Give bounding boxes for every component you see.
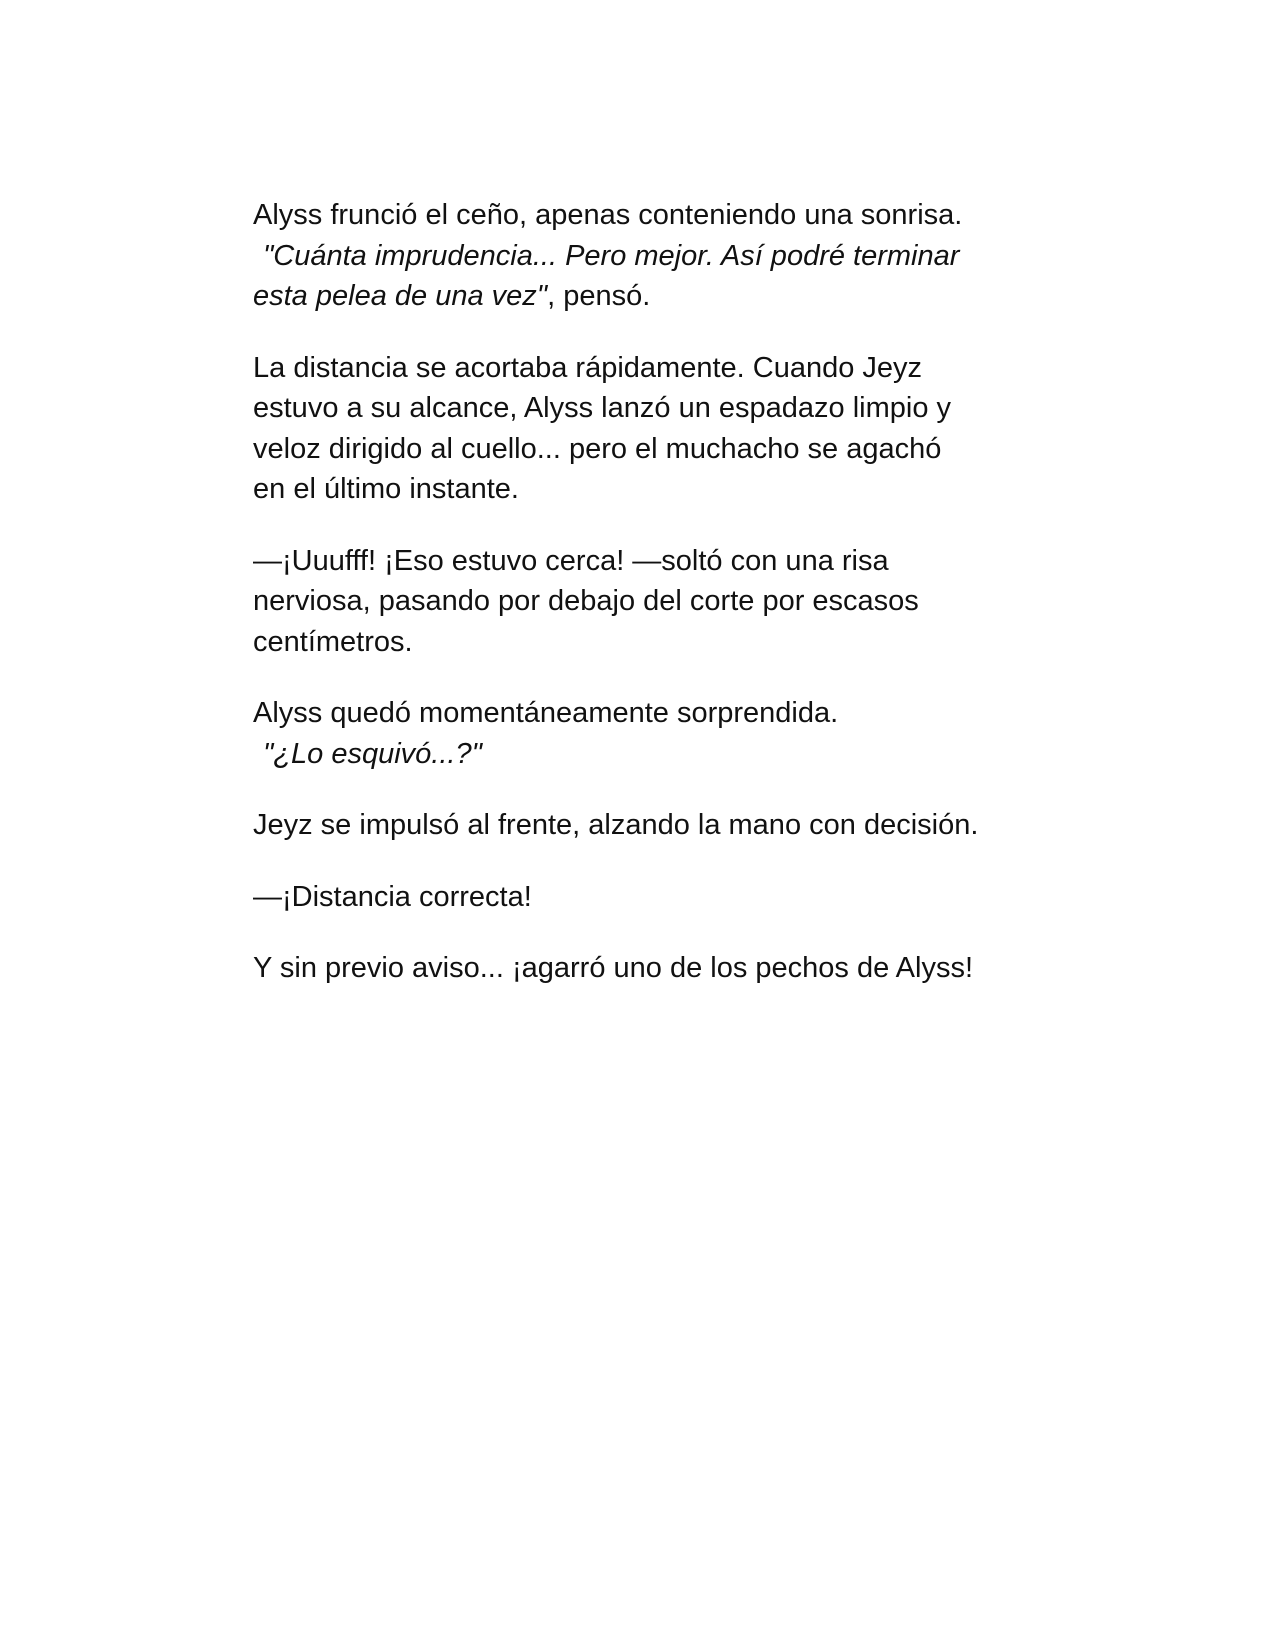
text-line: centímetros. — [253, 625, 413, 658]
text-line: nerviosa, pasando por debajo del corte por escasos — [253, 585, 919, 617]
paragraph — [253, 541, 1033, 663]
dialogue-line: —¡Distancia correcta! — [253, 880, 532, 913]
paragraph — [253, 348, 1033, 510]
text-line: La distancia se acortaba rápidamente. Cuando Jeyz — [253, 351, 923, 384]
thought-text: esta pelea de una vez" — [253, 280, 548, 312]
text-line — [253, 276, 1033, 317]
paragraph — [253, 195, 1033, 317]
text-line: veloz dirigido al cuello... pero el muchacho se agachó — [253, 432, 942, 465]
text-line: estuvo a su alcance, Alyss lanzó un espadazo limpio y — [253, 392, 952, 424]
paragraph — [253, 948, 1033, 989]
text-line: en el último instante. — [253, 473, 519, 505]
thought-line: "¿Lo esquivó...?" — [263, 737, 482, 770]
paragraph — [253, 877, 1033, 918]
narration-text: , pensó. — [547, 280, 651, 312]
text-line: Jeyz se impulsó al frente, alzando la mano con decisión. — [253, 809, 979, 841]
thought-line: "Cuánta imprudencia... Pero mejor. Así podré terminar — [263, 239, 960, 272]
paragraph — [253, 805, 1033, 846]
dialogue-line: —¡Uuufff! ¡Eso estuvo cerca! —soltó con una risa — [253, 544, 889, 577]
paragraph — [253, 693, 1033, 774]
text-line: Y sin previo aviso... ¡agarró uno de los pechos de Alyss! — [253, 952, 974, 984]
text-line: Alyss frunció el ceño, apenas conteniendo una sonrisa. — [253, 199, 963, 231]
document-body — [253, 195, 1033, 1020]
text-line: Alyss quedó momentáneamente sorprendida. — [253, 697, 839, 729]
